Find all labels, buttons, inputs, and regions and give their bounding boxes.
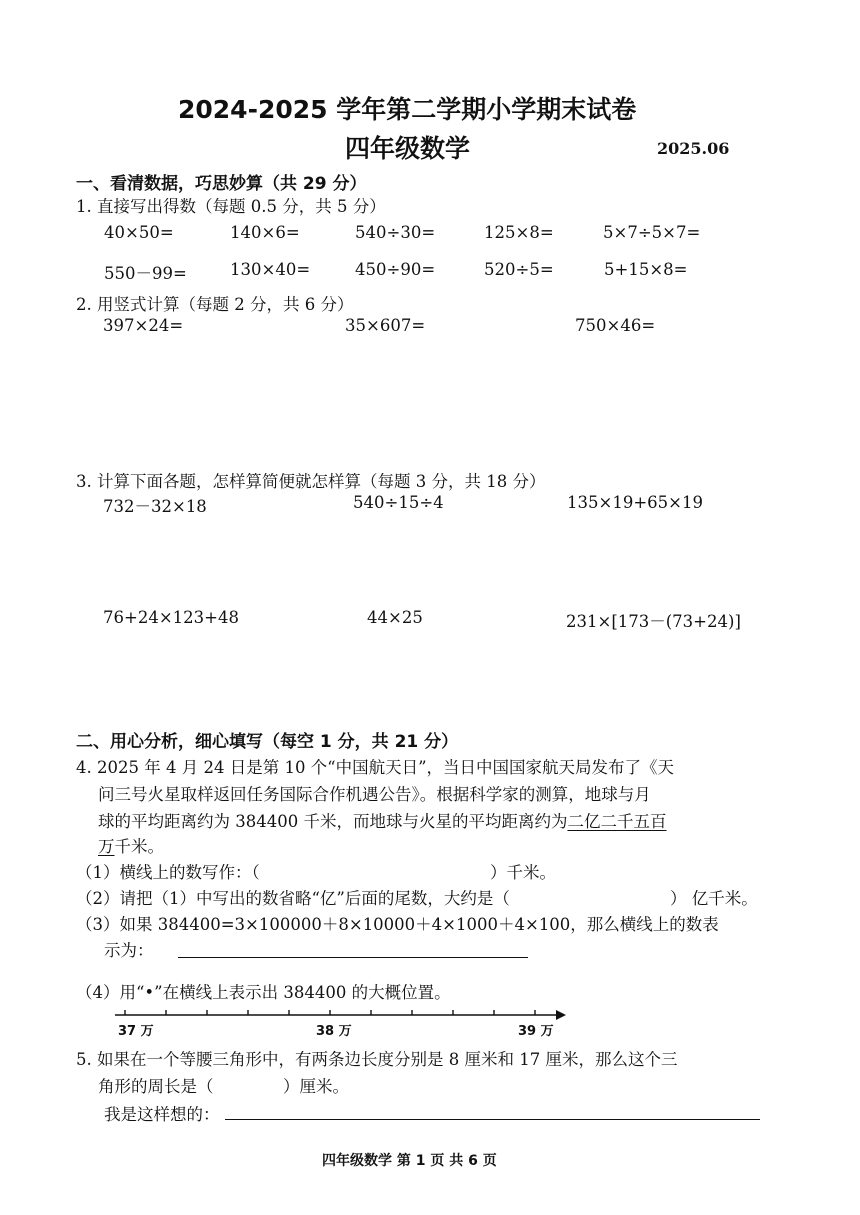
q4-part3-text: （3）如果 384400=3×100000＋8×10000＋4×1000＋4×100，那么横线上的数表 bbox=[76, 915, 719, 934]
q3-item: 540÷15÷4 bbox=[353, 493, 444, 512]
q3-item: 732－32×18 bbox=[103, 497, 207, 516]
page-footer: 四年级数学 第 1 页 共 6 页 bbox=[322, 1153, 497, 1169]
q5-text: 5. 如果在一个等腰三角形中，有两条边长度分别是 8 厘米和 17 厘米，那么这个三 bbox=[76, 1050, 678, 1069]
q1-item: 130×40= bbox=[230, 260, 311, 279]
q3-item: 76+24×123+48 bbox=[103, 608, 239, 627]
q5-reasoning-line[interactable] bbox=[225, 1119, 760, 1120]
q1-item: 140×6= bbox=[230, 223, 300, 242]
q1-item: 5×7÷5×7= bbox=[603, 223, 701, 242]
q4-part2-prefix: （2）请把（1）中写出的数省略“亿”后面的尾数，大约是（ bbox=[76, 889, 510, 908]
exam-date: 2025.06 bbox=[657, 139, 730, 158]
q5-prefix: 角形的周长是（ bbox=[98, 1077, 214, 1096]
axis-label-38: 38 万 bbox=[316, 1024, 352, 1039]
q4-text bbox=[98, 833, 164, 857]
q3-item: 135×19+65×19 bbox=[567, 493, 703, 512]
q4-part3-answer-line[interactable] bbox=[178, 957, 528, 958]
q4-text bbox=[98, 808, 666, 832]
q1-item: 520÷5= bbox=[484, 260, 554, 279]
q4-part1-suffix: ）千米。 bbox=[490, 863, 556, 882]
q1-item: 5+15×8= bbox=[604, 260, 688, 279]
q4-underlined-number: 万 bbox=[98, 837, 115, 856]
q1-item: 125×8= bbox=[484, 223, 554, 242]
q4-text: 4. 2025 年 4 月 24 日是第 10 个“中国航天日”，当日中国国家航天局发布了《天 bbox=[76, 758, 675, 777]
q2-heading: 2. 用竖式计算（每题 2 分，共 6 分） bbox=[76, 295, 354, 314]
q2-item: 397×24= bbox=[103, 316, 184, 335]
section1-heading: 一、看清数据，巧思妙算（共 29 分） bbox=[76, 174, 367, 194]
q2-item: 750×46= bbox=[575, 316, 656, 335]
q4-underlined-number: 二亿二千五百 bbox=[567, 812, 667, 831]
q3-heading: 3. 计算下面各题，怎样算简便就怎样算（每题 3 分，共 18 分） bbox=[76, 472, 546, 491]
exam-subtitle: 四年级数学 bbox=[345, 134, 471, 163]
q5-suffix: ）厘米。 bbox=[283, 1077, 349, 1096]
q5-reasoning-label: 我是这样想的： bbox=[104, 1105, 220, 1124]
q4-text-part: 千米。 bbox=[114, 837, 164, 856]
q4-text: 问三号火星取样返回任务国际合作机遇公告》。根据科学家的测算，地球与月 bbox=[98, 785, 651, 804]
q4-part4-text: （4）用“•”在横线上表示出 384400 的大概位置。 bbox=[76, 983, 451, 1002]
q4-part2-suffix: ） 亿千米。 bbox=[670, 889, 758, 908]
q2-item: 35×607= bbox=[345, 316, 426, 335]
q1-item: 540÷30= bbox=[355, 223, 436, 242]
q3-item: 231×[173－(73+24)] bbox=[566, 612, 741, 631]
axis-label-37: 37 万 bbox=[118, 1024, 154, 1039]
number-line-arrow-icon bbox=[556, 1010, 566, 1020]
exam-title: 2024-2025 学年第二学期小学期末试卷 bbox=[178, 95, 637, 124]
q4-part1-prefix: （1）横线上的数写作：（ bbox=[76, 863, 260, 882]
q4-part3-text: 示为： bbox=[104, 941, 154, 960]
axis-label-39: 39 万 bbox=[518, 1024, 554, 1039]
q1-heading: 1. 直接写出得数（每题 0.5 分，共 5 分） bbox=[76, 197, 386, 216]
q1-item: 40×50= bbox=[104, 223, 174, 242]
q3-item: 44×25 bbox=[367, 608, 423, 627]
q4-text-part: 球的平均距离约为 384400 千米，而地球与火星的平均距离约为 bbox=[98, 812, 568, 831]
section2-heading: 二、用心分析，细心填写（每空 1 分，共 21 分） bbox=[76, 732, 459, 752]
q1-item: 450÷90= bbox=[355, 260, 436, 279]
q1-item: 550－99= bbox=[104, 264, 187, 283]
